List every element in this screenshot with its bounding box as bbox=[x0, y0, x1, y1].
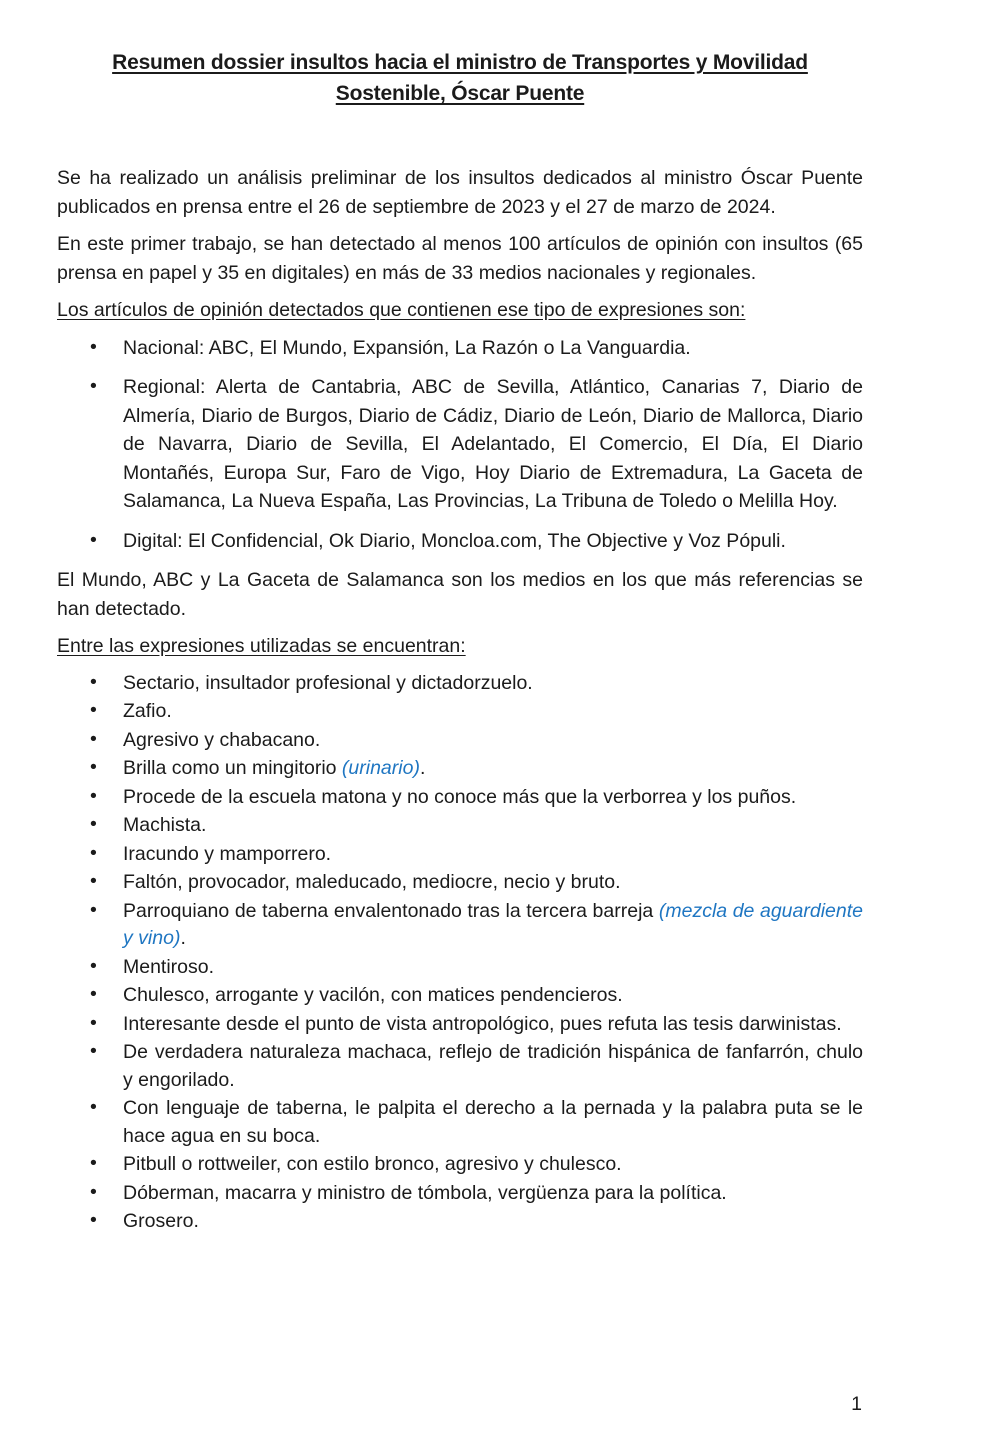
expression-text: Pitbull o rottweiler, con estilo bronco, agresivo y chulesco. bbox=[123, 1153, 622, 1175]
expression-item bbox=[57, 1039, 863, 1094]
bullet-icon: • bbox=[90, 898, 97, 921]
expression-text: Agresivo y chabacano. bbox=[123, 728, 321, 751]
bullet-icon: • bbox=[90, 670, 97, 693]
bullet-icon: • bbox=[90, 699, 97, 721]
expressions-section-heading-text: Entre las expresiones utilizadas se encuentran: bbox=[57, 635, 466, 657]
expression-item bbox=[57, 869, 863, 897]
bullet-icon: • bbox=[90, 983, 97, 1005]
bullet-icon: • bbox=[90, 1180, 97, 1203]
bullet-icon: • bbox=[90, 1209, 97, 1231]
expression-text: Zafio. bbox=[123, 700, 172, 722]
bullet-icon: • bbox=[90, 756, 97, 778]
expression-text: Faltón, provocador, maleducado, mediocre, necio y bruto. bbox=[123, 871, 621, 893]
expression-item bbox=[57, 727, 863, 755]
media-item-nacional bbox=[57, 334, 863, 363]
bullet-icon: • bbox=[90, 813, 97, 835]
expression-text: Iracundo y mamporrero. bbox=[123, 842, 332, 865]
expression-after: . bbox=[180, 927, 186, 949]
expression-item bbox=[57, 670, 863, 698]
title-line-2-text: Sostenible, Óscar Puente bbox=[335, 82, 585, 105]
expression-text: Dóberman, macarra y ministro de tómbola, vergüenza para la política. bbox=[123, 1181, 727, 1204]
media-item-digital bbox=[57, 527, 863, 556]
expression-text: Interesante desde el punto de vista antropológico, pues refuta las tesis darwinistas. bbox=[123, 1012, 842, 1035]
expressions-list bbox=[57, 670, 863, 1236]
title-line-1 bbox=[57, 47, 863, 78]
expression-item bbox=[57, 1151, 863, 1179]
media-item-regional bbox=[57, 373, 863, 516]
expression-after: . bbox=[419, 757, 426, 779]
expression-text: De verdadera naturaleza machaca, reflejo de tradición hispánica de fanfarrón, chulo y engorilado. bbox=[123, 1041, 863, 1091]
bullet-icon: • bbox=[90, 870, 97, 892]
media-section-heading bbox=[57, 296, 863, 325]
bullet-icon: • bbox=[90, 784, 97, 807]
expression-item bbox=[57, 812, 863, 840]
expression-note: (urinario) bbox=[341, 757, 420, 779]
media-section-heading-text: Los artículos de opinión detectados que contienen ese tipo de expresiones son: bbox=[57, 299, 746, 321]
expression-note: (mezcla de aguardiente y vino) bbox=[123, 899, 864, 949]
summary-paragraph: El Mundo, ABC y La Gaceta de Salamanca son los medios en los que más referencias se han detectado. bbox=[57, 569, 863, 620]
expression-item bbox=[57, 1095, 863, 1150]
expression-text: Procede de la escuela matona y no conoce más que la verborrea y los puños. bbox=[123, 785, 797, 808]
expressions-section-heading bbox=[57, 632, 863, 661]
expression-item bbox=[57, 898, 863, 953]
media-item-text: Digital: El Confidencial, Ok Diario, Moncloa.com, The Objective y Voz Pópuli. bbox=[123, 529, 786, 552]
expression-text: Sectario, insultador profesional y dictadorzuelo. bbox=[123, 671, 533, 694]
intro-paragraph-2: En este primer trabajo, se han detectado al menos 100 artículos de opinión con insultos (65 prensa en papel y 35 en digitales) en más de 33 medios nacionales y regionales. bbox=[57, 233, 863, 284]
bullet-icon: • bbox=[90, 1152, 97, 1174]
expression-item bbox=[57, 755, 863, 783]
expression-item bbox=[57, 1011, 863, 1039]
title-line-1-text: Resumen dossier insultos hacia el ministro de Transportes y Movilidad bbox=[112, 51, 808, 74]
bullet-icon: • bbox=[90, 1096, 97, 1118]
expression-text: Grosero. bbox=[123, 1210, 199, 1232]
expression-text: Mentiroso. bbox=[123, 955, 215, 978]
expression-item bbox=[57, 841, 863, 869]
media-list bbox=[57, 334, 863, 556]
title-line-2 bbox=[57, 78, 863, 109]
expression-text: Con lenguaje de taberna, le palpita el derecho a la pernada y la palabra puta se le hace agua en su boca. bbox=[123, 1097, 863, 1147]
media-item-text: Nacional: ABC, El Mundo, Expansión, La Razón o La Vanguardia. bbox=[123, 336, 691, 359]
expression-item bbox=[57, 1180, 863, 1208]
expression-item bbox=[57, 982, 863, 1010]
bullet-icon: • bbox=[90, 335, 97, 358]
document-title bbox=[57, 47, 863, 109]
bullet-icon: • bbox=[90, 727, 97, 750]
bullet-icon: • bbox=[90, 528, 97, 551]
expression-item bbox=[57, 784, 863, 812]
intro-paragraph-1: Se ha realizado un análisis preliminar de los insultos dedicados al ministro Óscar Puente publicados en prensa entre el 26 de septiembre de 2023 y el 27 de marzo de 2024. bbox=[57, 167, 863, 218]
expression-item bbox=[57, 1208, 863, 1236]
bullet-icon: • bbox=[90, 1040, 97, 1062]
expression-text: Brilla como un mingitorio bbox=[123, 757, 342, 779]
expression-item bbox=[57, 698, 863, 726]
page-number: 1 bbox=[851, 1393, 862, 1415]
media-item-text: Regional: Alerta de Cantabria, ABC de Sevilla, Atlántico, Canarias 7, Diario de Almería, Diario de Burgos, Diario de Cádiz, Diario de León, Diario de Mallorca, Diario de Navarra, Diario de Sevilla, El Adelantado, El Comercio, El Día, El Diario Montañés, Europa Sur, Faro de Vigo, Hoy Diario de Extremadura, La Gaceta de Salamanca, La Nueva España, Las Provincias, La Tribuna de Toledo o Melilla Hoy. bbox=[123, 376, 863, 512]
bullet-icon: • bbox=[90, 841, 97, 864]
expression-text: Parroquiano de taberna envalentonado tras la tercera barreja bbox=[123, 899, 659, 922]
bullet-icon: • bbox=[90, 1011, 97, 1034]
bullet-icon: • bbox=[90, 375, 97, 397]
bullet-icon: • bbox=[90, 954, 97, 977]
expression-text: Machista. bbox=[123, 814, 207, 836]
expression-text: Chulesco, arrogante y vacilón, con matices pendencieros. bbox=[123, 984, 623, 1006]
expression-item bbox=[57, 954, 863, 982]
